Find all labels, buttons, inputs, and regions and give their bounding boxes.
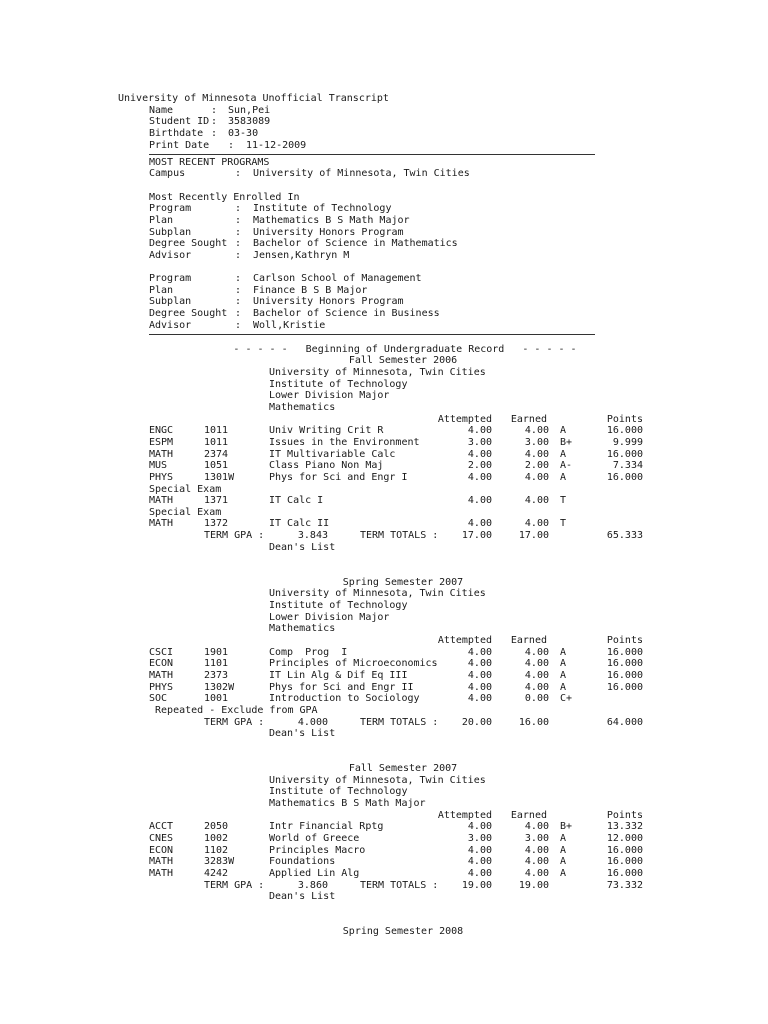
course-subject: MATH xyxy=(149,495,174,507)
term-total-earned: 17.00 xyxy=(518,530,549,542)
course-title: Comp Prog I xyxy=(269,646,348,658)
course-grade: T xyxy=(560,495,567,507)
transcript-title: University of Minnesota Unofficial Transcript xyxy=(118,93,389,104)
course-title: Class Piano Non Maj xyxy=(269,460,384,472)
term-org-line: University of Minnesota, Twin Cities xyxy=(269,774,486,786)
col-header-earned: Earned xyxy=(510,413,547,425)
term-org-line: Mathematics xyxy=(269,623,336,635)
course-title: IT Calc I xyxy=(269,495,324,507)
col-header-points: Points xyxy=(606,413,643,425)
course-note: Repeated - Exclude from GPA xyxy=(149,704,318,716)
campus-value: University of Minnesota, Twin Cities xyxy=(253,168,470,180)
field-separator: : xyxy=(235,214,242,226)
program-field-value: Bachelor of Science in Mathematics xyxy=(253,238,458,250)
course-title: Phys for Sci and Engr I xyxy=(269,471,408,483)
term-org-line: Lower Division Major xyxy=(269,390,390,402)
course-attempted: 4.00 xyxy=(467,425,492,437)
term-total-attempted: 20.00 xyxy=(461,716,492,728)
term-honor: Dean's List xyxy=(269,891,336,903)
course-attempted: 4.00 xyxy=(467,495,492,507)
course-attempted: 4.00 xyxy=(467,821,492,833)
col-header-earned: Earned xyxy=(510,809,547,821)
course-points: 16.000 xyxy=(606,681,643,693)
course-earned: 4.00 xyxy=(524,844,549,856)
term-honor: Dean's List xyxy=(269,541,336,553)
course-earned: 4.00 xyxy=(524,495,549,507)
header-field-separator: : xyxy=(211,127,218,139)
course-earned: 4.00 xyxy=(524,681,549,693)
col-header-attempted: Attempted xyxy=(437,809,492,821)
course-earned: 4.00 xyxy=(524,867,549,879)
term-name: Fall Semester 2006 xyxy=(348,355,458,367)
course-number: 1002 xyxy=(204,833,229,844)
course-subject: PHYS xyxy=(149,681,174,693)
program-field-label: Plan xyxy=(149,284,174,296)
program-field-value: Mathematics B S Math Major xyxy=(253,214,410,226)
course-grade: A xyxy=(560,448,567,460)
course-earned: 4.00 xyxy=(524,425,549,437)
term-name: Spring Semester 2008 xyxy=(342,926,464,938)
program-field-label: Program xyxy=(149,203,192,215)
course-title: Foundations xyxy=(269,856,336,868)
enrolled-heading: Most Recently Enrolled In xyxy=(149,191,300,203)
header-field-label: Print Date xyxy=(149,139,210,151)
term-name: Spring Semester 2007 xyxy=(342,576,464,588)
course-number: 1901 xyxy=(204,646,229,658)
course-subject: ECON xyxy=(149,658,174,670)
course-title: World of Greece xyxy=(269,833,360,844)
course-subject: ESPM xyxy=(149,436,174,448)
program-field-value: University Honors Program xyxy=(253,226,404,238)
course-points: 16.000 xyxy=(606,658,643,670)
term-total-points: 64.000 xyxy=(606,716,643,728)
course-grade: B+ xyxy=(560,821,573,833)
course-grade: A xyxy=(560,856,567,868)
header-field-label: Birthdate xyxy=(149,127,204,139)
course-points: 7.334 xyxy=(612,460,643,472)
term-total-attempted: 17.00 xyxy=(461,530,492,542)
program-field-value: Carlson School of Management xyxy=(253,273,422,285)
course-earned: 4.00 xyxy=(524,518,549,530)
term-totals-label: TERM TOTALS : xyxy=(360,530,439,542)
term-total-points: 65.333 xyxy=(606,530,643,542)
header-field-value: Sun,Pei xyxy=(228,104,271,116)
course-number: 1301W xyxy=(204,471,235,483)
course-number: 2050 xyxy=(204,821,229,833)
course-earned: 2.00 xyxy=(524,460,549,472)
course-number: 4242 xyxy=(204,867,229,879)
course-points: 16.000 xyxy=(606,867,643,879)
program-field-value: Woll,Kristie xyxy=(253,319,326,331)
term-gpa-value: 3.843 xyxy=(297,530,328,542)
course-title: Applied Lin Alg xyxy=(269,867,360,879)
program-field-label: Program xyxy=(149,273,192,285)
course-grade: B+ xyxy=(560,436,573,448)
course-attempted: 4.00 xyxy=(467,844,492,856)
course-attempted: 4.00 xyxy=(467,471,492,483)
field-separator: : xyxy=(235,226,242,238)
course-number: 1101 xyxy=(204,658,229,670)
term-org-line: Mathematics B S Math Major xyxy=(269,798,426,810)
term-gpa-label: TERM GPA : xyxy=(204,716,265,728)
record-heading: - - - - - Beginning of Undergraduate Record - - - - - xyxy=(233,343,577,355)
course-number: 1001 xyxy=(204,693,229,705)
course-attempted: 3.00 xyxy=(467,833,492,844)
course-attempted: 4.00 xyxy=(467,448,492,460)
course-subject: SOC xyxy=(149,693,168,705)
course-points: 16.000 xyxy=(606,646,643,658)
course-attempted: 4.00 xyxy=(467,693,492,705)
course-number: 1372 xyxy=(204,518,229,530)
course-attempted: 4.00 xyxy=(467,518,492,530)
header-field-value: 03-30 xyxy=(228,127,259,139)
course-title: Principles of Microeconomics xyxy=(269,658,438,670)
course-attempted: 4.00 xyxy=(467,658,492,670)
course-points: 16.000 xyxy=(606,669,643,681)
term-name: Fall Semester 2007 xyxy=(348,763,458,775)
col-header-attempted: Attempted xyxy=(437,413,492,425)
field-separator: : xyxy=(235,249,242,261)
course-number: 1102 xyxy=(204,844,229,856)
field-separator: : xyxy=(235,203,242,215)
field-separator: : xyxy=(235,284,242,296)
course-attempted: 2.00 xyxy=(467,460,492,472)
program-field-value: Institute of Technology xyxy=(253,203,392,215)
course-grade: A xyxy=(560,867,567,879)
course-attempted: 3.00 xyxy=(467,436,492,448)
term-totals-label: TERM TOTALS : xyxy=(360,879,439,891)
term-total-attempted: 19.00 xyxy=(461,879,492,891)
course-number: 3283W xyxy=(204,856,235,868)
field-separator: : xyxy=(235,273,242,285)
course-number: 2374 xyxy=(204,448,229,460)
program-field-label: Degree Sought xyxy=(149,308,228,320)
program-field-value: Finance B S B Major xyxy=(253,284,368,296)
course-number: 1011 xyxy=(204,436,229,448)
term-gpa-label: TERM GPA : xyxy=(204,530,265,542)
term-totals-label: TERM TOTALS : xyxy=(360,716,439,728)
course-subject: MUS xyxy=(149,460,168,472)
course-subject: MATH xyxy=(149,856,174,868)
program-field-label: Plan xyxy=(149,214,174,226)
course-subject: MATH xyxy=(149,669,174,681)
course-subject: MATH xyxy=(149,448,174,460)
header-field-label: Name xyxy=(149,104,174,116)
course-points: 12.000 xyxy=(606,833,643,844)
course-grade: C+ xyxy=(560,693,573,705)
course-subject: CSCI xyxy=(149,646,174,658)
course-title: IT Lin Alg & Dif Eq III xyxy=(269,669,408,681)
course-grade: A xyxy=(560,844,567,856)
col-header-points: Points xyxy=(606,634,643,646)
course-title: Intr Financial Rptg xyxy=(269,821,384,833)
course-subject: ECON xyxy=(149,844,174,856)
programs-heading: MOST RECENT PROGRAMS xyxy=(149,156,270,168)
field-separator: : xyxy=(235,238,242,250)
header-field-value: 11-12-2009 xyxy=(246,139,307,151)
course-title: Univ Writing Crit R xyxy=(269,425,384,437)
course-grade: A- xyxy=(560,460,573,472)
course-earned: 4.00 xyxy=(524,646,549,658)
course-earned: 4.00 xyxy=(524,856,549,868)
term-org-line: Institute of Technology xyxy=(269,378,408,390)
term-org-line: Institute of Technology xyxy=(269,786,408,798)
term-org-line: Institute of Technology xyxy=(269,600,408,611)
term-total-earned: 19.00 xyxy=(518,879,549,891)
course-number: 2373 xyxy=(204,669,229,681)
term-org-line: University of Minnesota, Twin Cities xyxy=(269,367,486,378)
course-points: 16.000 xyxy=(606,425,643,437)
header-field-separator: : xyxy=(211,116,218,128)
course-points: 16.000 xyxy=(606,448,643,460)
course-attempted: 4.00 xyxy=(467,856,492,868)
course-earned: 4.00 xyxy=(524,448,549,460)
course-title: Introduction to Sociology xyxy=(269,693,420,705)
header-field-value: 3583089 xyxy=(228,116,271,128)
program-field-label: Degree Sought xyxy=(149,238,228,250)
course-note: Special Exam xyxy=(149,483,222,495)
course-title: Issues in the Environment xyxy=(269,436,420,448)
term-total-points: 73.332 xyxy=(606,879,643,891)
course-earned: 4.00 xyxy=(524,821,549,833)
course-number: 1302W xyxy=(204,681,235,693)
course-attempted: 4.00 xyxy=(467,867,492,879)
program-field-label: Subplan xyxy=(149,296,192,308)
term-org-line: University of Minnesota, Twin Cities xyxy=(269,588,486,600)
course-attempted: 4.00 xyxy=(467,669,492,681)
section-divider xyxy=(149,334,595,335)
col-header-earned: Earned xyxy=(510,634,547,646)
course-grade: T xyxy=(560,518,567,530)
header-field-label: Student ID xyxy=(149,116,210,128)
course-attempted: 4.00 xyxy=(467,646,492,658)
campus-label: Campus xyxy=(149,168,186,180)
course-grade: A xyxy=(560,658,567,670)
field-separator: : xyxy=(235,308,242,320)
col-header-attempted: Attempted xyxy=(437,634,492,646)
course-subject: ACCT xyxy=(149,821,174,833)
term-org-line: Mathematics xyxy=(269,401,336,413)
course-attempted: 4.00 xyxy=(467,681,492,693)
section-divider xyxy=(149,154,595,155)
field-separator: : xyxy=(235,319,242,331)
term-gpa-value: 3.860 xyxy=(297,879,328,891)
term-gpa-value: 4.000 xyxy=(297,716,328,728)
course-points: 16.000 xyxy=(606,856,643,868)
course-earned: 4.00 xyxy=(524,471,549,483)
course-grade: A xyxy=(560,425,567,437)
course-title: Principles Macro xyxy=(269,844,366,856)
program-field-label: Advisor xyxy=(149,319,192,331)
course-earned: 4.00 xyxy=(524,658,549,670)
header-field-separator: : xyxy=(211,104,218,116)
course-grade: A xyxy=(560,833,567,844)
term-org-line: Lower Division Major xyxy=(269,611,390,623)
course-number: 1051 xyxy=(204,460,229,472)
term-gpa-label: TERM GPA : xyxy=(204,879,265,891)
program-field-value: Jensen,Kathryn M xyxy=(253,249,350,261)
course-title: Phys for Sci and Engr II xyxy=(269,681,414,693)
course-earned: 4.00 xyxy=(524,669,549,681)
course-earned: 3.00 xyxy=(524,833,549,844)
col-header-points: Points xyxy=(606,809,643,821)
course-subject: PHYS xyxy=(149,471,174,483)
course-points: 13.332 xyxy=(606,821,643,833)
course-grade: A xyxy=(560,646,567,658)
program-field-value: University Honors Program xyxy=(253,296,404,308)
course-subject: ENGC xyxy=(149,425,174,437)
course-earned: 0.00 xyxy=(524,693,549,705)
course-grade: A xyxy=(560,669,567,681)
program-field-label: Advisor xyxy=(149,249,192,261)
program-field-value: Bachelor of Science in Business xyxy=(253,308,440,320)
course-grade: A xyxy=(560,681,567,693)
course-title: IT Calc II xyxy=(269,518,330,530)
course-earned: 3.00 xyxy=(524,436,549,448)
term-honor: Dean's List xyxy=(269,728,336,740)
course-subject: MATH xyxy=(149,518,174,530)
course-points: 16.000 xyxy=(606,471,643,483)
header-field-separator: : xyxy=(228,139,235,151)
course-number: 1371 xyxy=(204,495,229,507)
course-number: 1011 xyxy=(204,425,229,437)
course-note: Special Exam xyxy=(149,506,222,518)
course-points: 16.000 xyxy=(606,844,643,856)
course-subject: MATH xyxy=(149,867,174,879)
course-points: 9.999 xyxy=(612,436,643,448)
term-total-earned: 16.00 xyxy=(518,716,549,728)
field-separator: : xyxy=(235,168,242,180)
course-grade: A xyxy=(560,471,567,483)
program-field-label: Subplan xyxy=(149,226,192,238)
course-subject: CNES xyxy=(149,833,174,844)
course-title: IT Multivariable Calc xyxy=(269,448,396,460)
field-separator: : xyxy=(235,296,242,308)
